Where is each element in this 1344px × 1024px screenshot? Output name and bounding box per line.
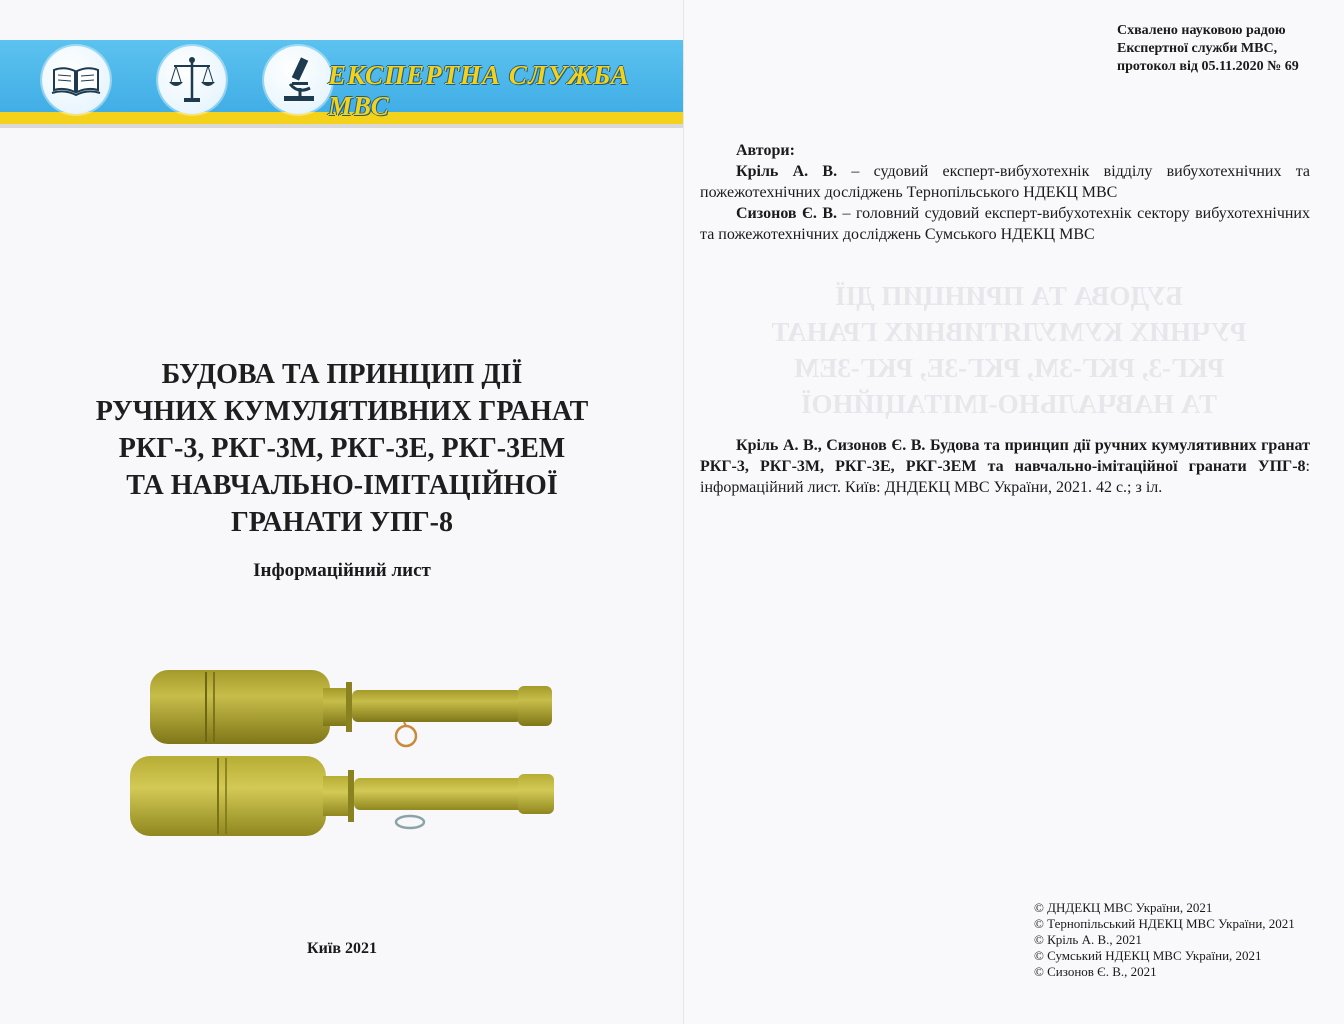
copyright-line: © Тернопільський НДЕКЦ МВС України, 2021 bbox=[1034, 916, 1295, 931]
approval-line: Схвалено науковою радою bbox=[1117, 23, 1286, 38]
lower-grenade bbox=[130, 756, 554, 836]
approval-note bbox=[1117, 22, 1337, 76]
copyright-line: © Кріль А. В., 2021 bbox=[1034, 932, 1142, 947]
title-line: ТА НАВЧАЛЬНО-ІМІТАЦІЙНОЇ bbox=[126, 470, 558, 501]
citation-bold: Кріль А. В., Сизонов Є. В. Будова та принцип дії ручних кумулятивних гранат РКГ-3, РКГ-3М, РКГ-3Е, РКГ-3ЕМ та навчально-імітаційної гранати УПГ-8 bbox=[700, 437, 1310, 475]
citation-rest: : інформаційний лист. Київ: ДНДЕКЦ МВС України, 2021. 42 с.; з іл. bbox=[700, 458, 1310, 496]
author-name: Сизонов Є. В. bbox=[736, 205, 838, 222]
authors-section bbox=[700, 140, 1310, 245]
copyright-block bbox=[1034, 900, 1295, 980]
authors-heading: Автори: bbox=[736, 142, 795, 159]
copyright-line: © Сизонов Є. В., 2021 bbox=[1034, 964, 1157, 979]
approval-line: Експертної служби МВС, bbox=[1117, 41, 1278, 56]
banner-title: ЕКСПЕРТНА СЛУЖБА МВС bbox=[328, 60, 630, 121]
title-line: БУДОВА ТА ПРИНЦИП ДІЇ bbox=[161, 359, 523, 390]
microscope-icon bbox=[264, 46, 332, 114]
author-entry bbox=[700, 203, 1310, 245]
imprint-page bbox=[683, 0, 1344, 1024]
author-description: – судовий експерт-вибухотехнік відділу вибухотехнічних та пожежотехнічних досліджень Тернопільського НДЕКЦ МВС bbox=[700, 163, 1311, 201]
open-book-icon bbox=[42, 46, 110, 114]
upper-grenade bbox=[150, 670, 552, 746]
copyright-line: © Сумський НДЕКЦ МВС України, 2021 bbox=[1034, 948, 1262, 963]
title-line: ГРАНАТИ УПГ-8 bbox=[230, 507, 454, 538]
banner-shadow-stripe bbox=[0, 124, 683, 128]
author-entry bbox=[700, 161, 1310, 203]
place-and-year: Київ 2021 bbox=[307, 940, 377, 957]
document-subtitle: Інформаційний лист bbox=[253, 560, 431, 581]
grenades-illustration bbox=[118, 660, 568, 840]
bibliographic-citation bbox=[700, 435, 1310, 498]
grenades-photo bbox=[118, 660, 568, 845]
scales-of-justice-icon bbox=[158, 46, 226, 114]
author-description: – головний судовий експерт-вибухотехнік сектору вибухотехнічних та пожежотехнічних досліджень Сумського НДЕКЦ МВС bbox=[700, 205, 1310, 243]
title-line: РКГ-3, РКГ-3М, РКГ-3Е, РКГ-3ЕМ bbox=[118, 433, 566, 464]
approval-line: протокол від 05.11.2020 № 69 bbox=[1117, 59, 1299, 74]
bleed-through-text: БУДОВА ТА ПРИНЦИП ДІЇ РУЧНИХ КУМУЛЯТИВНИХ ГРАНАТ РКГ-3, РКГ-3М, РКГ-3Е, РКГ-3ЕМ ТА НАВЧАЛЬНО-ІМІТАЦІЙНОЇ bbox=[771, 281, 1247, 419]
copyright-line: © ДНДЕКЦ МВС України, 2021 bbox=[1034, 900, 1213, 915]
header-banner bbox=[0, 40, 683, 130]
title-line: РУЧНИХ КУМУЛЯТИВНИХ ГРАНАТ bbox=[95, 396, 589, 427]
author-name: Кріль А. В. bbox=[736, 163, 838, 180]
document-title bbox=[20, 356, 664, 541]
